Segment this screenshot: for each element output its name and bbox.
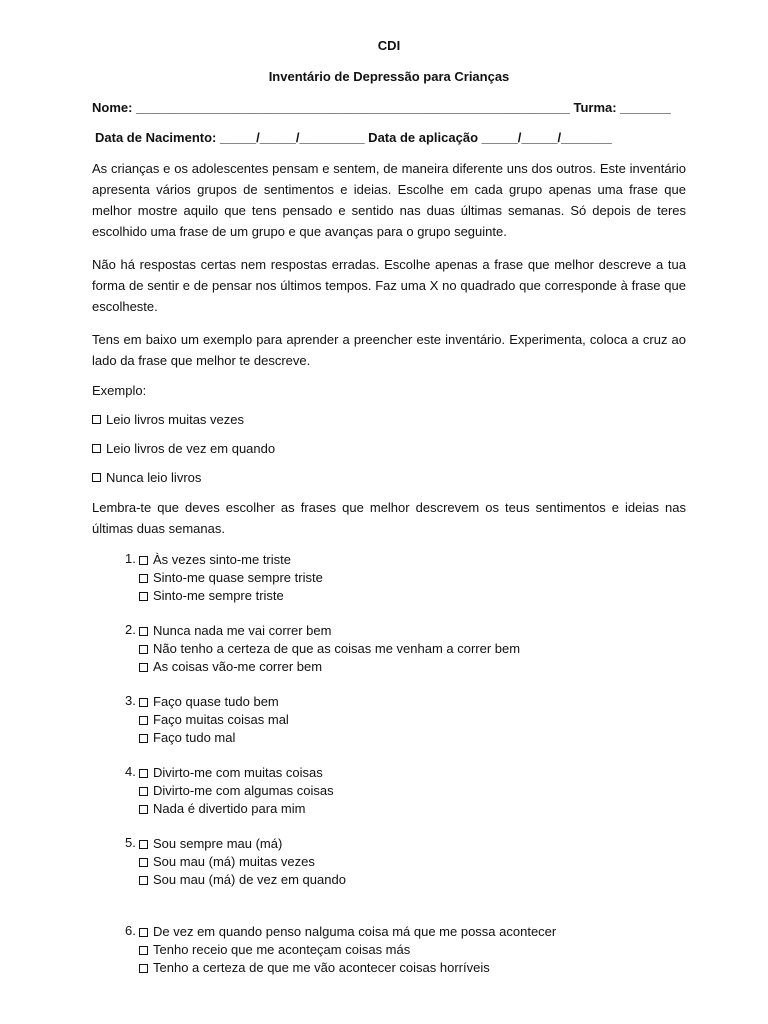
instructions-paragraph-1: As crianças e os adolescentes pensam e sentem, de maneira diferente uns dos outros. Este inventário apresenta vários grupos de sentimentos e ideias. Escolhe em cada grupo apenas uma frase que melhor mostre aquilo que tens pensado e sentido nas duas últimas semanas. Só depois de teres escolhido uma frase de um grupo e que avanças para o grupo seguinte.	[92, 161, 686, 239]
answer-option[interactable]	[139, 941, 556, 959]
answer-option[interactable]	[139, 835, 346, 853]
example-option-label: Nunca leio livros	[106, 470, 202, 485]
checkbox-icon[interactable]	[139, 946, 148, 955]
answer-option[interactable]	[139, 693, 289, 711]
question-number: 3.	[125, 693, 136, 708]
answer-option[interactable]	[139, 711, 289, 729]
checkbox-icon[interactable]	[139, 645, 148, 654]
answer-option[interactable]	[139, 923, 556, 941]
checkbox-icon[interactable]	[139, 787, 148, 796]
answer-option[interactable]	[139, 800, 334, 818]
example-option[interactable]	[92, 441, 686, 456]
answer-option[interactable]	[139, 782, 334, 800]
question-list	[92, 551, 686, 977]
checkbox-icon[interactable]	[139, 769, 148, 778]
answer-label: Tenho receio que me aconteçam coisas más	[153, 942, 411, 957]
answer-label: Nunca nada me vai correr bem	[153, 623, 332, 638]
answer-option[interactable]	[139, 587, 323, 605]
document-subtitle: Inventário de Depressão para Crianças	[268, 69, 510, 84]
question-number: 2.	[125, 622, 136, 637]
answer-label: Sinto-me quase sempre triste	[153, 570, 323, 585]
checkbox-icon[interactable]	[139, 876, 148, 885]
answer-option[interactable]	[139, 853, 346, 871]
question-item	[92, 551, 686, 605]
answer-label: Sinto-me sempre triste	[153, 588, 284, 603]
checkbox-icon[interactable]	[139, 858, 148, 867]
question-number: 4.	[125, 764, 136, 779]
checkbox-icon[interactable]	[139, 716, 148, 725]
example-option-label: Leio livros de vez em quando	[106, 441, 276, 456]
answer-option[interactable]	[139, 764, 334, 782]
answer-option[interactable]	[139, 658, 520, 676]
answer-label: Nada é divertido para mim	[153, 801, 306, 816]
dates-field[interactable]: Data de Nacimento: _____/_____/_________ Data de aplicação _____/_____/_______	[95, 130, 612, 145]
answer-label: Sou sempre mau (má)	[153, 836, 283, 851]
answer-label: Divirto-me com muitas coisas	[153, 765, 323, 780]
instructions-paragraph-2: Não há respostas certas nem respostas erradas. Escolhe apenas a frase que melhor descreve a tua forma de sentir e de pensar nos últimos tempos. Faz uma X no quadrado que corresponde à frase que escolheste.	[92, 257, 686, 314]
name-class-field[interactable]: Nome: ____________________________________________________________ Turma: _______	[92, 100, 671, 115]
answer-label: De vez em quando penso nalguma coisa má que me possa acontecer	[153, 924, 557, 939]
checkbox-icon[interactable]	[139, 556, 148, 565]
answer-label: Não tenho a certeza de que as coisas me venham a correr bem	[153, 641, 521, 656]
question-item	[92, 764, 686, 818]
answer-option[interactable]	[139, 569, 323, 587]
question-item	[92, 923, 686, 977]
answer-label: Sou mau (má) muitas vezes	[153, 854, 315, 869]
question-item	[92, 835, 686, 889]
example-label: Exemplo:	[92, 383, 147, 398]
answer-label: Faço quase tudo bem	[153, 694, 279, 709]
checkbox-icon[interactable]	[139, 663, 148, 672]
checkbox-icon[interactable]	[139, 805, 148, 814]
answer-option[interactable]	[139, 729, 289, 747]
checkbox-icon[interactable]	[92, 444, 101, 453]
answer-label: Sou mau (má) de vez em quando	[153, 872, 346, 887]
checkbox-icon[interactable]	[92, 473, 101, 482]
checkbox-icon[interactable]	[139, 840, 148, 849]
question-item	[92, 622, 686, 676]
answer-option[interactable]	[139, 959, 556, 977]
checkbox-icon[interactable]	[139, 627, 148, 636]
checkbox-icon[interactable]	[139, 964, 148, 973]
answer-label: Divirto-me com algumas coisas	[153, 783, 334, 798]
answer-option[interactable]	[139, 622, 520, 640]
question-item	[92, 693, 686, 747]
reminder-paragraph: Lembra-te que deves escolher as frases que melhor descrevem os teus sentimentos e ideias nas últimas duas semanas.	[92, 500, 686, 536]
instructions-paragraph-3: Tens em baixo um exemplo para aprender a preencher este inventário. Experimenta, coloca a cruz ao lado da frase que melhor te descreve.	[92, 332, 686, 368]
checkbox-icon[interactable]	[139, 574, 148, 583]
checkbox-icon[interactable]	[139, 592, 148, 601]
example-option-label: Leio livros muitas vezes	[106, 412, 244, 427]
question-number: 6.	[125, 923, 136, 938]
question-number: 1.	[125, 551, 136, 566]
answer-label: Faço muitas coisas mal	[153, 712, 289, 727]
checkbox-icon[interactable]	[139, 698, 148, 707]
example-option[interactable]	[92, 470, 686, 485]
answer-label: Tenho a certeza de que me vão acontecer coisas horríveis	[153, 960, 490, 975]
answer-option[interactable]	[139, 551, 323, 569]
document-title: CDI	[377, 38, 401, 53]
answer-label: Às vezes sinto-me triste	[153, 552, 291, 567]
question-number: 5.	[125, 835, 136, 850]
answer-option[interactable]	[139, 640, 520, 658]
answer-option[interactable]	[139, 871, 346, 889]
example-option[interactable]	[92, 412, 686, 427]
checkbox-icon[interactable]	[139, 928, 148, 937]
checkbox-icon[interactable]	[92, 415, 101, 424]
answer-label: Faço tudo mal	[153, 730, 236, 745]
checkbox-icon[interactable]	[139, 734, 148, 743]
answer-label: As coisas vão-me correr bem	[153, 659, 323, 674]
